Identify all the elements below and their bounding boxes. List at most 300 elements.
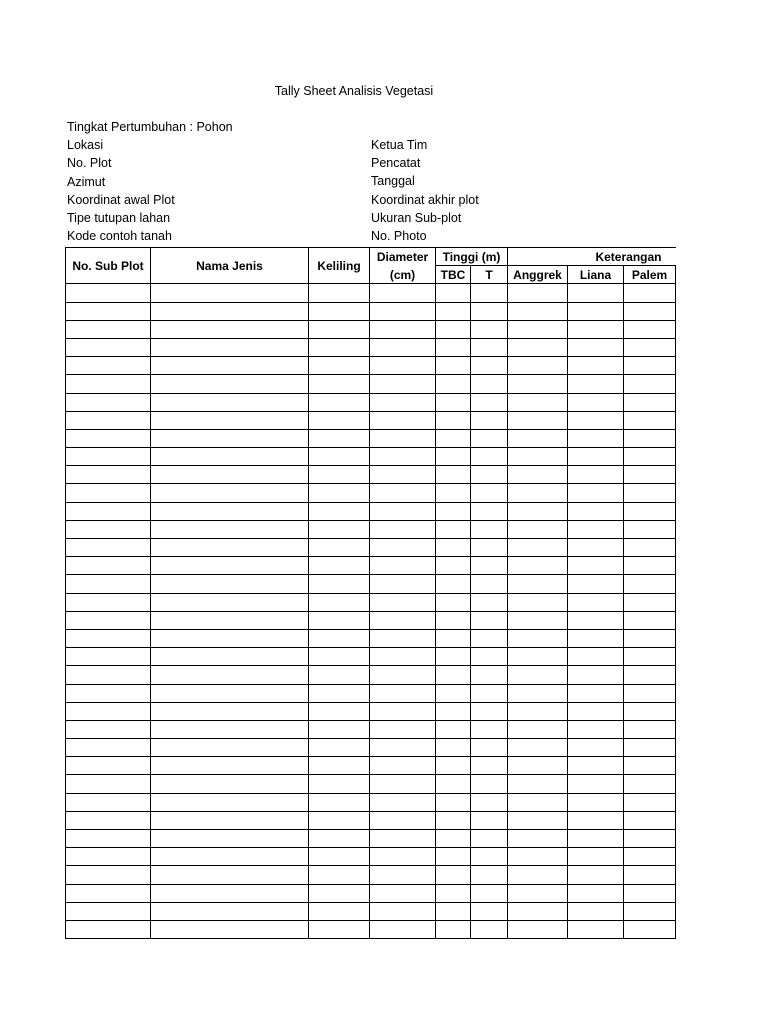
table-cell[interactable] [436,629,471,647]
table-cell[interactable] [624,793,676,811]
table-cell[interactable] [370,720,436,738]
table-cell[interactable] [309,611,370,629]
table-cell[interactable] [66,393,151,411]
table-cell[interactable] [151,848,309,866]
table-cell[interactable] [436,520,471,538]
table-cell[interactable] [568,320,624,338]
table-cell[interactable] [568,884,624,902]
table-cell[interactable] [471,684,508,702]
table-cell[interactable] [370,338,436,356]
table-cell[interactable] [508,666,568,684]
table-cell[interactable] [370,302,436,320]
table-cell[interactable] [151,648,309,666]
table-cell[interactable] [66,757,151,775]
table-cell[interactable] [66,629,151,647]
table-cell[interactable] [151,793,309,811]
table-cell[interactable] [624,484,676,502]
table-cell[interactable] [624,848,676,866]
table-cell[interactable] [508,302,568,320]
table-cell[interactable] [508,520,568,538]
table-cell[interactable] [436,411,471,429]
table-cell[interactable] [436,357,471,375]
table-cell[interactable] [151,520,309,538]
table-cell[interactable] [436,775,471,793]
table-cell[interactable] [624,757,676,775]
table-cell[interactable] [309,757,370,775]
table-cell[interactable] [436,793,471,811]
table-cell[interactable] [568,357,624,375]
table-cell[interactable] [508,920,568,938]
table-cell[interactable] [568,684,624,702]
table-cell[interactable] [151,702,309,720]
table-cell[interactable] [624,302,676,320]
table-cell[interactable] [66,502,151,520]
table-cell[interactable] [624,575,676,593]
table-cell[interactable] [309,539,370,557]
table-cell[interactable] [66,775,151,793]
table-cell[interactable] [624,320,676,338]
table-cell[interactable] [370,866,436,884]
table-cell[interactable] [66,557,151,575]
table-cell[interactable] [309,375,370,393]
table-cell[interactable] [66,338,151,356]
table-cell[interactable] [624,411,676,429]
table-cell[interactable] [471,411,508,429]
table-cell[interactable] [309,466,370,484]
table-cell[interactable] [370,357,436,375]
table-cell[interactable] [624,866,676,884]
table-cell[interactable] [568,448,624,466]
table-cell[interactable] [568,702,624,720]
table-cell[interactable] [151,866,309,884]
table-cell[interactable] [66,702,151,720]
table-cell[interactable] [508,284,568,302]
table-cell[interactable] [66,520,151,538]
table-cell[interactable] [624,466,676,484]
table-cell[interactable] [508,429,568,447]
table-cell[interactable] [370,629,436,647]
table-cell[interactable] [66,429,151,447]
table-cell[interactable] [471,848,508,866]
table-cell[interactable] [66,830,151,848]
table-cell[interactable] [309,302,370,320]
table-cell[interactable] [309,629,370,647]
table-cell[interactable] [370,684,436,702]
table-cell[interactable] [568,393,624,411]
table-cell[interactable] [568,720,624,738]
table-cell[interactable] [624,629,676,647]
table-cell[interactable] [370,393,436,411]
table-cell[interactable] [309,902,370,920]
table-cell[interactable] [309,448,370,466]
table-cell[interactable] [568,502,624,520]
table-cell[interactable] [370,830,436,848]
table-cell[interactable] [568,811,624,829]
table-cell[interactable] [624,593,676,611]
table-cell[interactable] [436,739,471,757]
table-cell[interactable] [508,848,568,866]
table-cell[interactable] [370,502,436,520]
table-cell[interactable] [568,375,624,393]
table-cell[interactable] [436,448,471,466]
table-cell[interactable] [436,484,471,502]
table-cell[interactable] [471,520,508,538]
table-cell[interactable] [624,557,676,575]
table-cell[interactable] [309,593,370,611]
table-cell[interactable] [436,902,471,920]
table-cell[interactable] [568,539,624,557]
table-cell[interactable] [309,484,370,502]
table-cell[interactable] [471,484,508,502]
table-cell[interactable] [471,793,508,811]
table-cell[interactable] [309,502,370,520]
table-cell[interactable] [508,466,568,484]
table-cell[interactable] [436,866,471,884]
table-cell[interactable] [370,466,436,484]
table-cell[interactable] [151,811,309,829]
table-cell[interactable] [471,448,508,466]
table-cell[interactable] [436,575,471,593]
table-cell[interactable] [66,593,151,611]
table-cell[interactable] [471,466,508,484]
table-cell[interactable] [370,375,436,393]
table-cell[interactable] [471,775,508,793]
table-cell[interactable] [508,902,568,920]
table-cell[interactable] [66,684,151,702]
table-cell[interactable] [624,830,676,848]
table-cell[interactable] [66,902,151,920]
table-cell[interactable] [370,848,436,866]
table-cell[interactable] [151,429,309,447]
table-cell[interactable] [624,375,676,393]
table-cell[interactable] [624,284,676,302]
table-cell[interactable] [471,757,508,775]
table-cell[interactable] [508,648,568,666]
table-cell[interactable] [370,484,436,502]
table-cell[interactable] [568,302,624,320]
table-cell[interactable] [151,884,309,902]
table-cell[interactable] [436,593,471,611]
table-cell[interactable] [309,739,370,757]
table-cell[interactable] [370,666,436,684]
table-cell[interactable] [471,884,508,902]
table-cell[interactable] [370,811,436,829]
table-cell[interactable] [309,702,370,720]
table-cell[interactable] [624,539,676,557]
table-cell[interactable] [151,502,309,520]
table-cell[interactable] [66,484,151,502]
table-cell[interactable] [568,793,624,811]
table-cell[interactable] [508,484,568,502]
table-cell[interactable] [568,830,624,848]
table-cell[interactable] [436,684,471,702]
table-cell[interactable] [309,866,370,884]
table-cell[interactable] [436,302,471,320]
table-cell[interactable] [309,520,370,538]
table-cell[interactable] [66,920,151,938]
table-cell[interactable] [508,702,568,720]
table-cell[interactable] [151,739,309,757]
table-cell[interactable] [151,666,309,684]
table-cell[interactable] [151,357,309,375]
table-cell[interactable] [66,320,151,338]
table-cell[interactable] [471,593,508,611]
table-cell[interactable] [370,648,436,666]
table-cell[interactable] [568,411,624,429]
table-cell[interactable] [151,320,309,338]
table-cell[interactable] [471,866,508,884]
table-cell[interactable] [508,338,568,356]
table-cell[interactable] [151,902,309,920]
table-cell[interactable] [471,429,508,447]
table-cell[interactable] [508,775,568,793]
table-cell[interactable] [151,375,309,393]
table-cell[interactable] [568,466,624,484]
table-cell[interactable] [624,684,676,702]
table-cell[interactable] [624,611,676,629]
table-cell[interactable] [508,448,568,466]
table-cell[interactable] [568,611,624,629]
table-cell[interactable] [66,848,151,866]
table-cell[interactable] [568,284,624,302]
table-cell[interactable] [151,466,309,484]
table-cell[interactable] [436,666,471,684]
table-cell[interactable] [309,775,370,793]
table-cell[interactable] [309,811,370,829]
table-cell[interactable] [568,629,624,647]
table-cell[interactable] [624,920,676,938]
table-cell[interactable] [508,629,568,647]
table-cell[interactable] [151,557,309,575]
table-cell[interactable] [568,920,624,938]
table-cell[interactable] [568,648,624,666]
table-cell[interactable] [436,284,471,302]
table-cell[interactable] [624,448,676,466]
table-cell[interactable] [624,520,676,538]
table-cell[interactable] [508,884,568,902]
table-cell[interactable] [66,357,151,375]
table-cell[interactable] [151,338,309,356]
table-cell[interactable] [151,611,309,629]
table-cell[interactable] [151,575,309,593]
table-cell[interactable] [436,539,471,557]
table-cell[interactable] [66,466,151,484]
table-cell[interactable] [568,484,624,502]
table-cell[interactable] [471,284,508,302]
table-cell[interactable] [370,539,436,557]
table-cell[interactable] [436,429,471,447]
table-cell[interactable] [436,338,471,356]
table-cell[interactable] [66,739,151,757]
table-cell[interactable] [624,811,676,829]
table-cell[interactable] [66,375,151,393]
table-cell[interactable] [508,793,568,811]
table-cell[interactable] [508,757,568,775]
table-cell[interactable] [370,902,436,920]
table-cell[interactable] [508,375,568,393]
table-cell[interactable] [624,702,676,720]
table-cell[interactable] [309,284,370,302]
table-cell[interactable] [568,338,624,356]
table-cell[interactable] [568,739,624,757]
table-cell[interactable] [309,393,370,411]
table-cell[interactable] [436,557,471,575]
table-cell[interactable] [66,284,151,302]
table-cell[interactable] [151,720,309,738]
table-cell[interactable] [568,848,624,866]
table-cell[interactable] [508,720,568,738]
table-cell[interactable] [471,902,508,920]
table-cell[interactable] [151,684,309,702]
table-cell[interactable] [624,902,676,920]
table-cell[interactable] [151,539,309,557]
table-cell[interactable] [370,557,436,575]
table-cell[interactable] [624,502,676,520]
table-cell[interactable] [66,575,151,593]
table-cell[interactable] [471,720,508,738]
table-cell[interactable] [624,739,676,757]
table-cell[interactable] [508,866,568,884]
table-cell[interactable] [624,429,676,447]
table-cell[interactable] [436,502,471,520]
table-cell[interactable] [370,448,436,466]
table-cell[interactable] [66,648,151,666]
table-cell[interactable] [151,484,309,502]
table-cell[interactable] [309,575,370,593]
table-cell[interactable] [151,448,309,466]
table-cell[interactable] [370,757,436,775]
table-cell[interactable] [568,593,624,611]
table-cell[interactable] [624,338,676,356]
table-cell[interactable] [436,375,471,393]
table-cell[interactable] [568,429,624,447]
table-cell[interactable] [309,357,370,375]
table-cell[interactable] [151,302,309,320]
table-cell[interactable] [66,666,151,684]
table-cell[interactable] [471,557,508,575]
table-cell[interactable] [508,320,568,338]
table-cell[interactable] [508,739,568,757]
table-cell[interactable] [66,302,151,320]
table-cell[interactable] [568,757,624,775]
table-cell[interactable] [568,666,624,684]
table-cell[interactable] [370,884,436,902]
table-cell[interactable] [151,629,309,647]
table-cell[interactable] [508,830,568,848]
table-cell[interactable] [370,593,436,611]
table-cell[interactable] [508,411,568,429]
table-cell[interactable] [624,393,676,411]
table-cell[interactable] [508,393,568,411]
table-cell[interactable] [151,393,309,411]
table-cell[interactable] [471,357,508,375]
table-cell[interactable] [370,611,436,629]
table-cell[interactable] [66,611,151,629]
table-cell[interactable] [66,866,151,884]
table-cell[interactable] [471,702,508,720]
table-cell[interactable] [370,920,436,938]
table-cell[interactable] [471,666,508,684]
table-cell[interactable] [309,848,370,866]
table-cell[interactable] [624,357,676,375]
table-cell[interactable] [370,411,436,429]
table-cell[interactable] [436,884,471,902]
table-cell[interactable] [508,684,568,702]
table-cell[interactable] [508,611,568,629]
table-cell[interactable] [309,720,370,738]
table-cell[interactable] [436,757,471,775]
table-cell[interactable] [471,648,508,666]
table-cell[interactable] [151,775,309,793]
table-cell[interactable] [436,393,471,411]
table-cell[interactable] [471,320,508,338]
table-cell[interactable] [309,320,370,338]
table-cell[interactable] [309,830,370,848]
table-cell[interactable] [436,648,471,666]
table-cell[interactable] [66,811,151,829]
table-cell[interactable] [508,357,568,375]
table-cell[interactable] [471,575,508,593]
table-cell[interactable] [436,720,471,738]
table-cell[interactable] [471,393,508,411]
table-cell[interactable] [508,811,568,829]
table-cell[interactable] [309,557,370,575]
table-cell[interactable] [568,557,624,575]
table-cell[interactable] [370,320,436,338]
table-cell[interactable] [370,520,436,538]
table-cell[interactable] [436,466,471,484]
table-cell[interactable] [151,411,309,429]
table-cell[interactable] [568,575,624,593]
table-cell[interactable] [309,648,370,666]
table-cell[interactable] [624,666,676,684]
table-cell[interactable] [471,629,508,647]
table-cell[interactable] [624,884,676,902]
table-cell[interactable] [370,429,436,447]
table-cell[interactable] [568,775,624,793]
table-cell[interactable] [151,757,309,775]
table-cell[interactable] [508,539,568,557]
table-cell[interactable] [436,920,471,938]
table-cell[interactable] [471,539,508,557]
table-cell[interactable] [508,502,568,520]
table-cell[interactable] [151,920,309,938]
table-cell[interactable] [508,557,568,575]
table-cell[interactable] [151,593,309,611]
table-cell[interactable] [436,611,471,629]
table-cell[interactable] [471,920,508,938]
table-cell[interactable] [624,720,676,738]
table-cell[interactable] [309,884,370,902]
table-cell[interactable] [66,411,151,429]
table-cell[interactable] [309,666,370,684]
table-cell[interactable] [66,448,151,466]
table-cell[interactable] [471,502,508,520]
table-cell[interactable] [309,429,370,447]
table-cell[interactable] [436,830,471,848]
table-cell[interactable] [436,320,471,338]
table-cell[interactable] [568,866,624,884]
table-cell[interactable] [309,920,370,938]
table-cell[interactable] [508,593,568,611]
table-cell[interactable] [66,720,151,738]
table-cell[interactable] [151,284,309,302]
table-cell[interactable] [471,739,508,757]
table-cell[interactable] [624,648,676,666]
table-cell[interactable] [568,520,624,538]
table-cell[interactable] [471,338,508,356]
table-cell[interactable] [471,611,508,629]
